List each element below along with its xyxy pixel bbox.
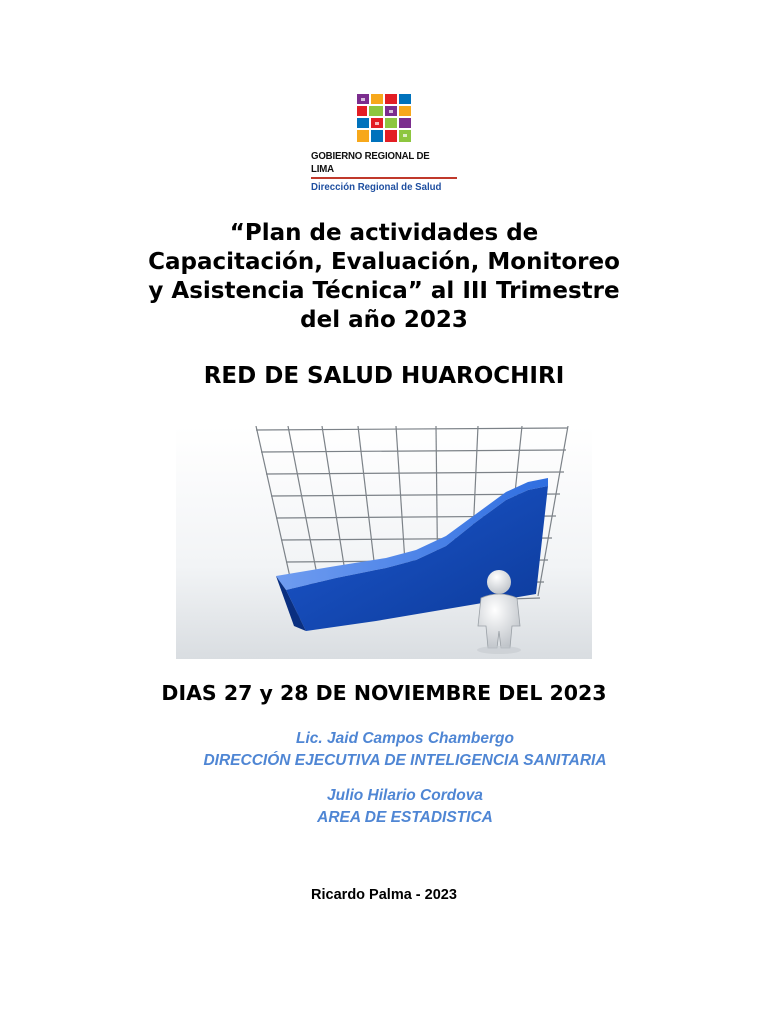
event-dates: DIAS 27 y 28 DE NOVIEMBRE DEL 2023	[161, 681, 607, 705]
organization-header	[311, 150, 461, 193]
network-name: RED DE SALUD HUAROCHIRI	[203, 363, 565, 389]
title-line: Capacitación, Evaluación, Monitoreo	[148, 249, 620, 275]
title-line: del año 2023	[300, 307, 468, 333]
document-title	[0, 219, 768, 335]
growth-chart-with-person-icon	[176, 426, 592, 659]
organization-name: GOBIERNO REGIONAL DE LIMA	[311, 150, 430, 175]
location-year: Ricardo Palma - 2023	[311, 887, 457, 903]
author-name: Julio Hilario Cordova	[327, 787, 483, 804]
author-name: Lic. Jaid Campos Chambergo	[296, 730, 514, 747]
title-line: “Plan de actividades de	[229, 220, 539, 246]
gobierno-regional-lima-logo	[355, 92, 413, 144]
author-unit: AREA DE ESTADISTICA	[317, 809, 493, 826]
organization-subtitle: Dirección Regional de Salud	[311, 181, 442, 193]
title-line: y Asistencia Técnica” al III Trimestre	[148, 278, 620, 304]
header-rule	[311, 177, 457, 179]
author-unit: DIRECCIÓN EJECUTIVA DE INTELIGENCIA SANITARIA	[203, 752, 607, 769]
